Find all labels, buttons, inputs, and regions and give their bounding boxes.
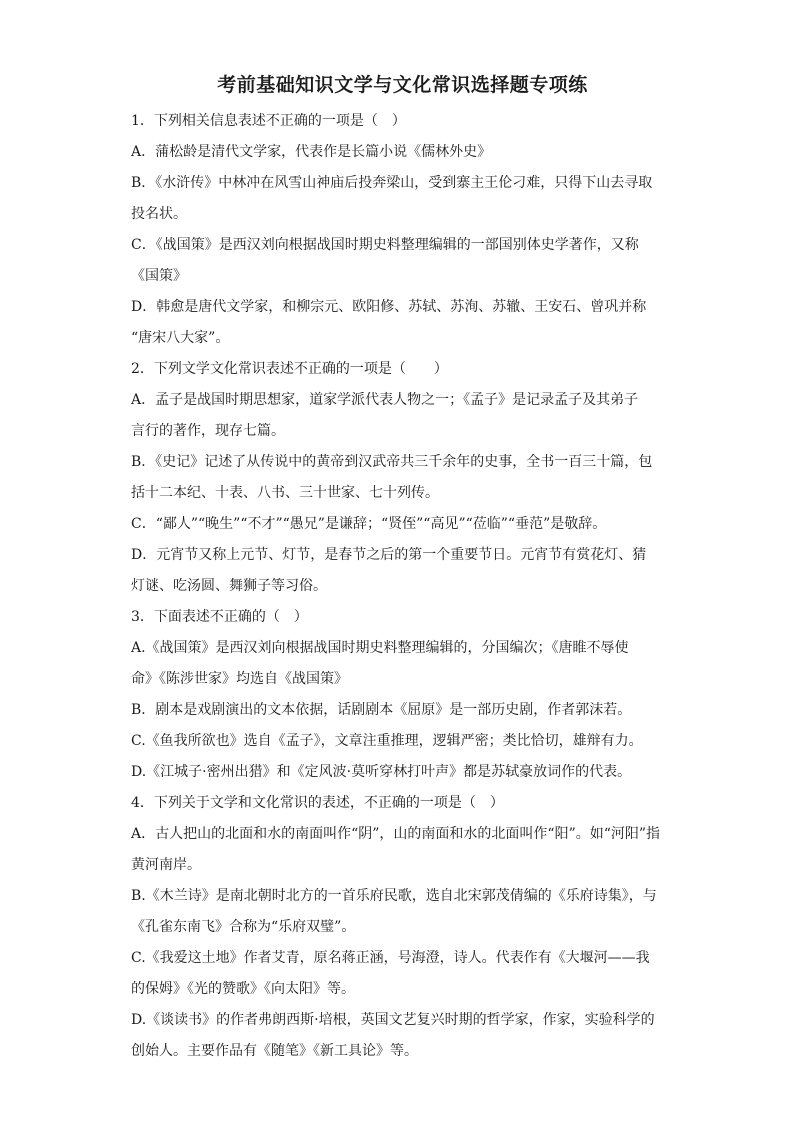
option-line: 投名状。	[131, 206, 187, 222]
question-3	[131, 602, 674, 788]
question-1	[131, 106, 674, 354]
option-line: 的保姆》《光的赞歌》《向太阳》等。	[131, 981, 355, 997]
question-stem: 2．下列文学文化常识表述不正确的一项是（ ）	[131, 361, 448, 377]
option-line: C.《鱼我所欲也》选自《孟子》，文章注重推理，逻辑严密；类比恰切，雄辩有力。	[131, 733, 643, 749]
question-stem: 1．下列相关信息表述不正确的一项是（ ）	[131, 113, 406, 129]
option-line: B．《水浒传》中林冲在风雪山神庙后投奔梁山，受到寨主王伦刁难，只得下山去寻取	[131, 175, 653, 191]
option-line: 创始人。主要作品有《随笔》《新工具论》等。	[131, 1043, 418, 1059]
option-line: B．《史记》记述了从传说中的黄帝到汉武帝共三千余年的史事，全书一百三十篇，包	[131, 454, 653, 470]
question-4	[131, 788, 674, 1067]
option-line: D.《谈读书》的作者弗朗西斯·培根，英国文艺复兴时期的哲学家，作家，实验科学的	[131, 1012, 655, 1028]
option-line: A.《战国策》是西汉刘向根据战国时期史料整理编辑的，分国编次；《唐睢不辱使	[131, 640, 629, 656]
option-line: C．“鄙人”“晚生”“不才”“愚兄”是谦辞；“贤侄”“高见”“莅临”“垂范”是敬辞。	[131, 516, 607, 532]
option-line: B．剧本是戏剧演出的文本依据，话剧剧本《屈原》是一部历史剧，作者郭沫若。	[131, 702, 632, 718]
question-list	[131, 106, 674, 1067]
option-line: 括十二本纪、十表、八书、三十世家、七十列传。	[131, 485, 439, 501]
option-line: 灯谜、吃汤圆、舞狮子等习俗。	[131, 578, 327, 594]
option-line: C．《战国策》是西汉刘向根据战国时期史料整理编辑的一部国别体史学著作，又称	[131, 237, 639, 253]
question-stem: 4．下列关于文学和文化常识的表述，不正确的一项是（ ）	[131, 795, 504, 811]
option-line: 命》《陈涉世家》均选自《战国策》	[131, 671, 348, 687]
option-line: B.《木兰诗》是南北朝时北方的一首乐府民歌，选自北宋郭茂倩编的《乐府诗集》，与	[131, 888, 657, 904]
option-line: 黄河南岸。	[131, 857, 201, 873]
option-line: D．韩愈是唐代文学家，和柳宗元、欧阳修、苏轼、苏洵、苏辙、王安石、曾巩并称	[131, 299, 647, 315]
option-line: D.《江城子·密州出猎》和《定风波·莫听穿林打叶声》都是苏轼豪放词作的代表。	[131, 764, 632, 780]
option-line: D．元宵节又称上元节、灯节，是春节之后的第一个重要节日。元宵节有赏花灯、猜	[131, 547, 647, 563]
option-line: A．蒲松龄是清代文学家，代表作是长篇小说《儒林外史》	[131, 144, 492, 160]
document-title: 考前基础知识文学与文化常识选择题专项练	[217, 74, 588, 96]
question-2	[131, 354, 674, 602]
option-line: “唐宋八大家”。	[131, 330, 230, 346]
option-line: 《国策》	[131, 268, 187, 284]
option-line: A．孟子是战国时期思想家，道家学派代表人物之一；《孟子》是记录孟子及其弟子	[131, 392, 639, 408]
option-line: C.《我爱这土地》作者艾青，原名蒋正涵，号海澄，诗人。代表作有《大堰河——我	[131, 950, 650, 966]
question-stem: 3．下面表述不正确的（ ）	[131, 609, 308, 625]
option-line: 《孔雀东南飞》合称为“乐府双璧”。	[131, 919, 356, 935]
option-line: A．古人把山的北面和水的南面叫作“阴”，山的南面和水的北面叫作“阳”。如“河阳”指	[131, 826, 661, 842]
option-line: 言行的著作，现存七篇。	[131, 423, 285, 439]
